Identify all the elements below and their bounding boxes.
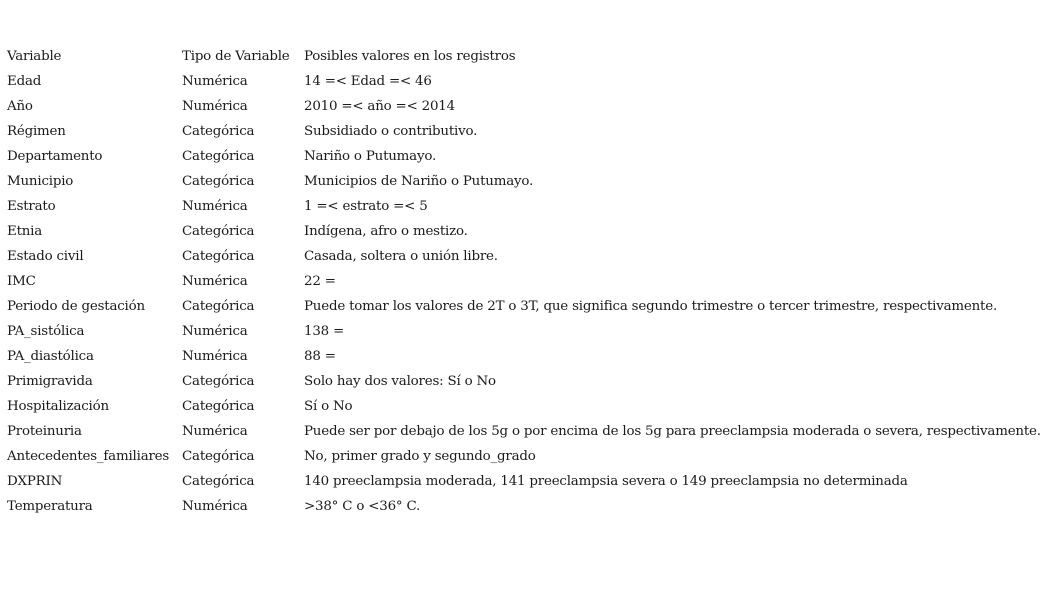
cell-variable: Departamento <box>7 149 103 164</box>
cell-variable: Etnia <box>7 224 43 239</box>
cell-variable: DXPRIN <box>7 474 63 489</box>
cell-valores: Puede tomar los valores de 2T o 3T, que significa segundo trimestre o tercer trimestre, respectivamente. <box>304 299 998 314</box>
cell-variable: Temperatura <box>7 499 93 514</box>
cell-tipo: Numérica <box>182 99 248 114</box>
cell-valores: Casada, soltera o unión libre. <box>304 249 498 264</box>
cell-variable: PA_sistólica <box>7 324 85 339</box>
cell-tipo: Categórica <box>182 449 255 464</box>
cell-valores: 140 preeclampsia moderada, 141 preeclampsia severa o 149 preeclampsia no determinada <box>304 474 908 489</box>
cell-tipo: Categórica <box>182 174 255 189</box>
cell-valores: 1 =< estrato =< 5 <box>304 199 428 214</box>
cell-variable: Año <box>7 99 33 114</box>
cell-variable: PA_diastólica <box>7 349 94 364</box>
cell-tipo: Numérica <box>182 424 248 439</box>
cell-valores: 2010 =< año =< 2014 <box>304 99 455 114</box>
cell-variable: Estrato <box>7 199 56 214</box>
cell-valores: Municipios de Nariño o Putumayo. <box>304 174 534 189</box>
cell-variable: Primigravida <box>7 374 93 389</box>
cell-tipo: Categórica <box>182 224 255 239</box>
cell-tipo: Categórica <box>182 149 255 164</box>
cell-variable: Hospitalización <box>7 399 109 414</box>
cell-valores: Solo hay dos valores: Sí o No <box>304 374 496 389</box>
cell-variable: Periodo de gestación <box>7 299 145 314</box>
cell-tipo: Categórica <box>182 374 255 389</box>
cell-tipo: Numérica <box>182 274 248 289</box>
column-header-tipo: Tipo de Variable <box>182 49 290 64</box>
cell-valores: Sí o No <box>304 399 353 414</box>
cell-tipo: Categórica <box>182 299 255 314</box>
column-header-variable: Variable <box>7 49 62 64</box>
cell-tipo: Categórica <box>182 124 255 139</box>
cell-valores: 88 = <box>304 349 336 364</box>
cell-variable: Edad <box>7 74 42 89</box>
cell-variable: Proteinuria <box>7 424 82 439</box>
cell-tipo: Categórica <box>182 399 255 414</box>
cell-variable: Régimen <box>7 124 66 139</box>
cell-variable: Antecedentes_familiares <box>7 449 170 464</box>
cell-variable: Estado civil <box>7 249 84 264</box>
cell-tipo: Numérica <box>182 349 248 364</box>
cell-valores: 138 = <box>304 324 345 339</box>
cell-tipo: Categórica <box>182 249 255 264</box>
cell-tipo: Numérica <box>182 199 248 214</box>
cell-valores: Nariño o Putumayo. <box>304 149 437 164</box>
cell-tipo: Categórica <box>182 474 255 489</box>
cell-tipo: Numérica <box>182 499 248 514</box>
cell-tipo: Numérica <box>182 74 248 89</box>
cell-valores: 22 = <box>304 274 336 289</box>
cell-valores: 14 =< Edad =< 46 <box>304 74 432 89</box>
cell-tipo: Numérica <box>182 324 248 339</box>
cell-variable: IMC <box>7 274 36 289</box>
cell-valores: Indígena, afro o mestizo. <box>304 224 468 239</box>
cell-valores: Puede ser por debajo de los 5g o por encima de los 5g para preeclampsia moderada o severa, respectivamente. <box>304 424 1041 439</box>
cell-valores: >38° C o <36° C. <box>304 499 421 514</box>
column-header-valores: Posibles valores en los registros <box>304 49 516 64</box>
cell-valores: Subsidiado o contributivo. <box>304 124 478 139</box>
cell-valores: No, primer grado y segundo_grado <box>304 449 536 464</box>
cell-variable: Municipio <box>7 174 74 189</box>
